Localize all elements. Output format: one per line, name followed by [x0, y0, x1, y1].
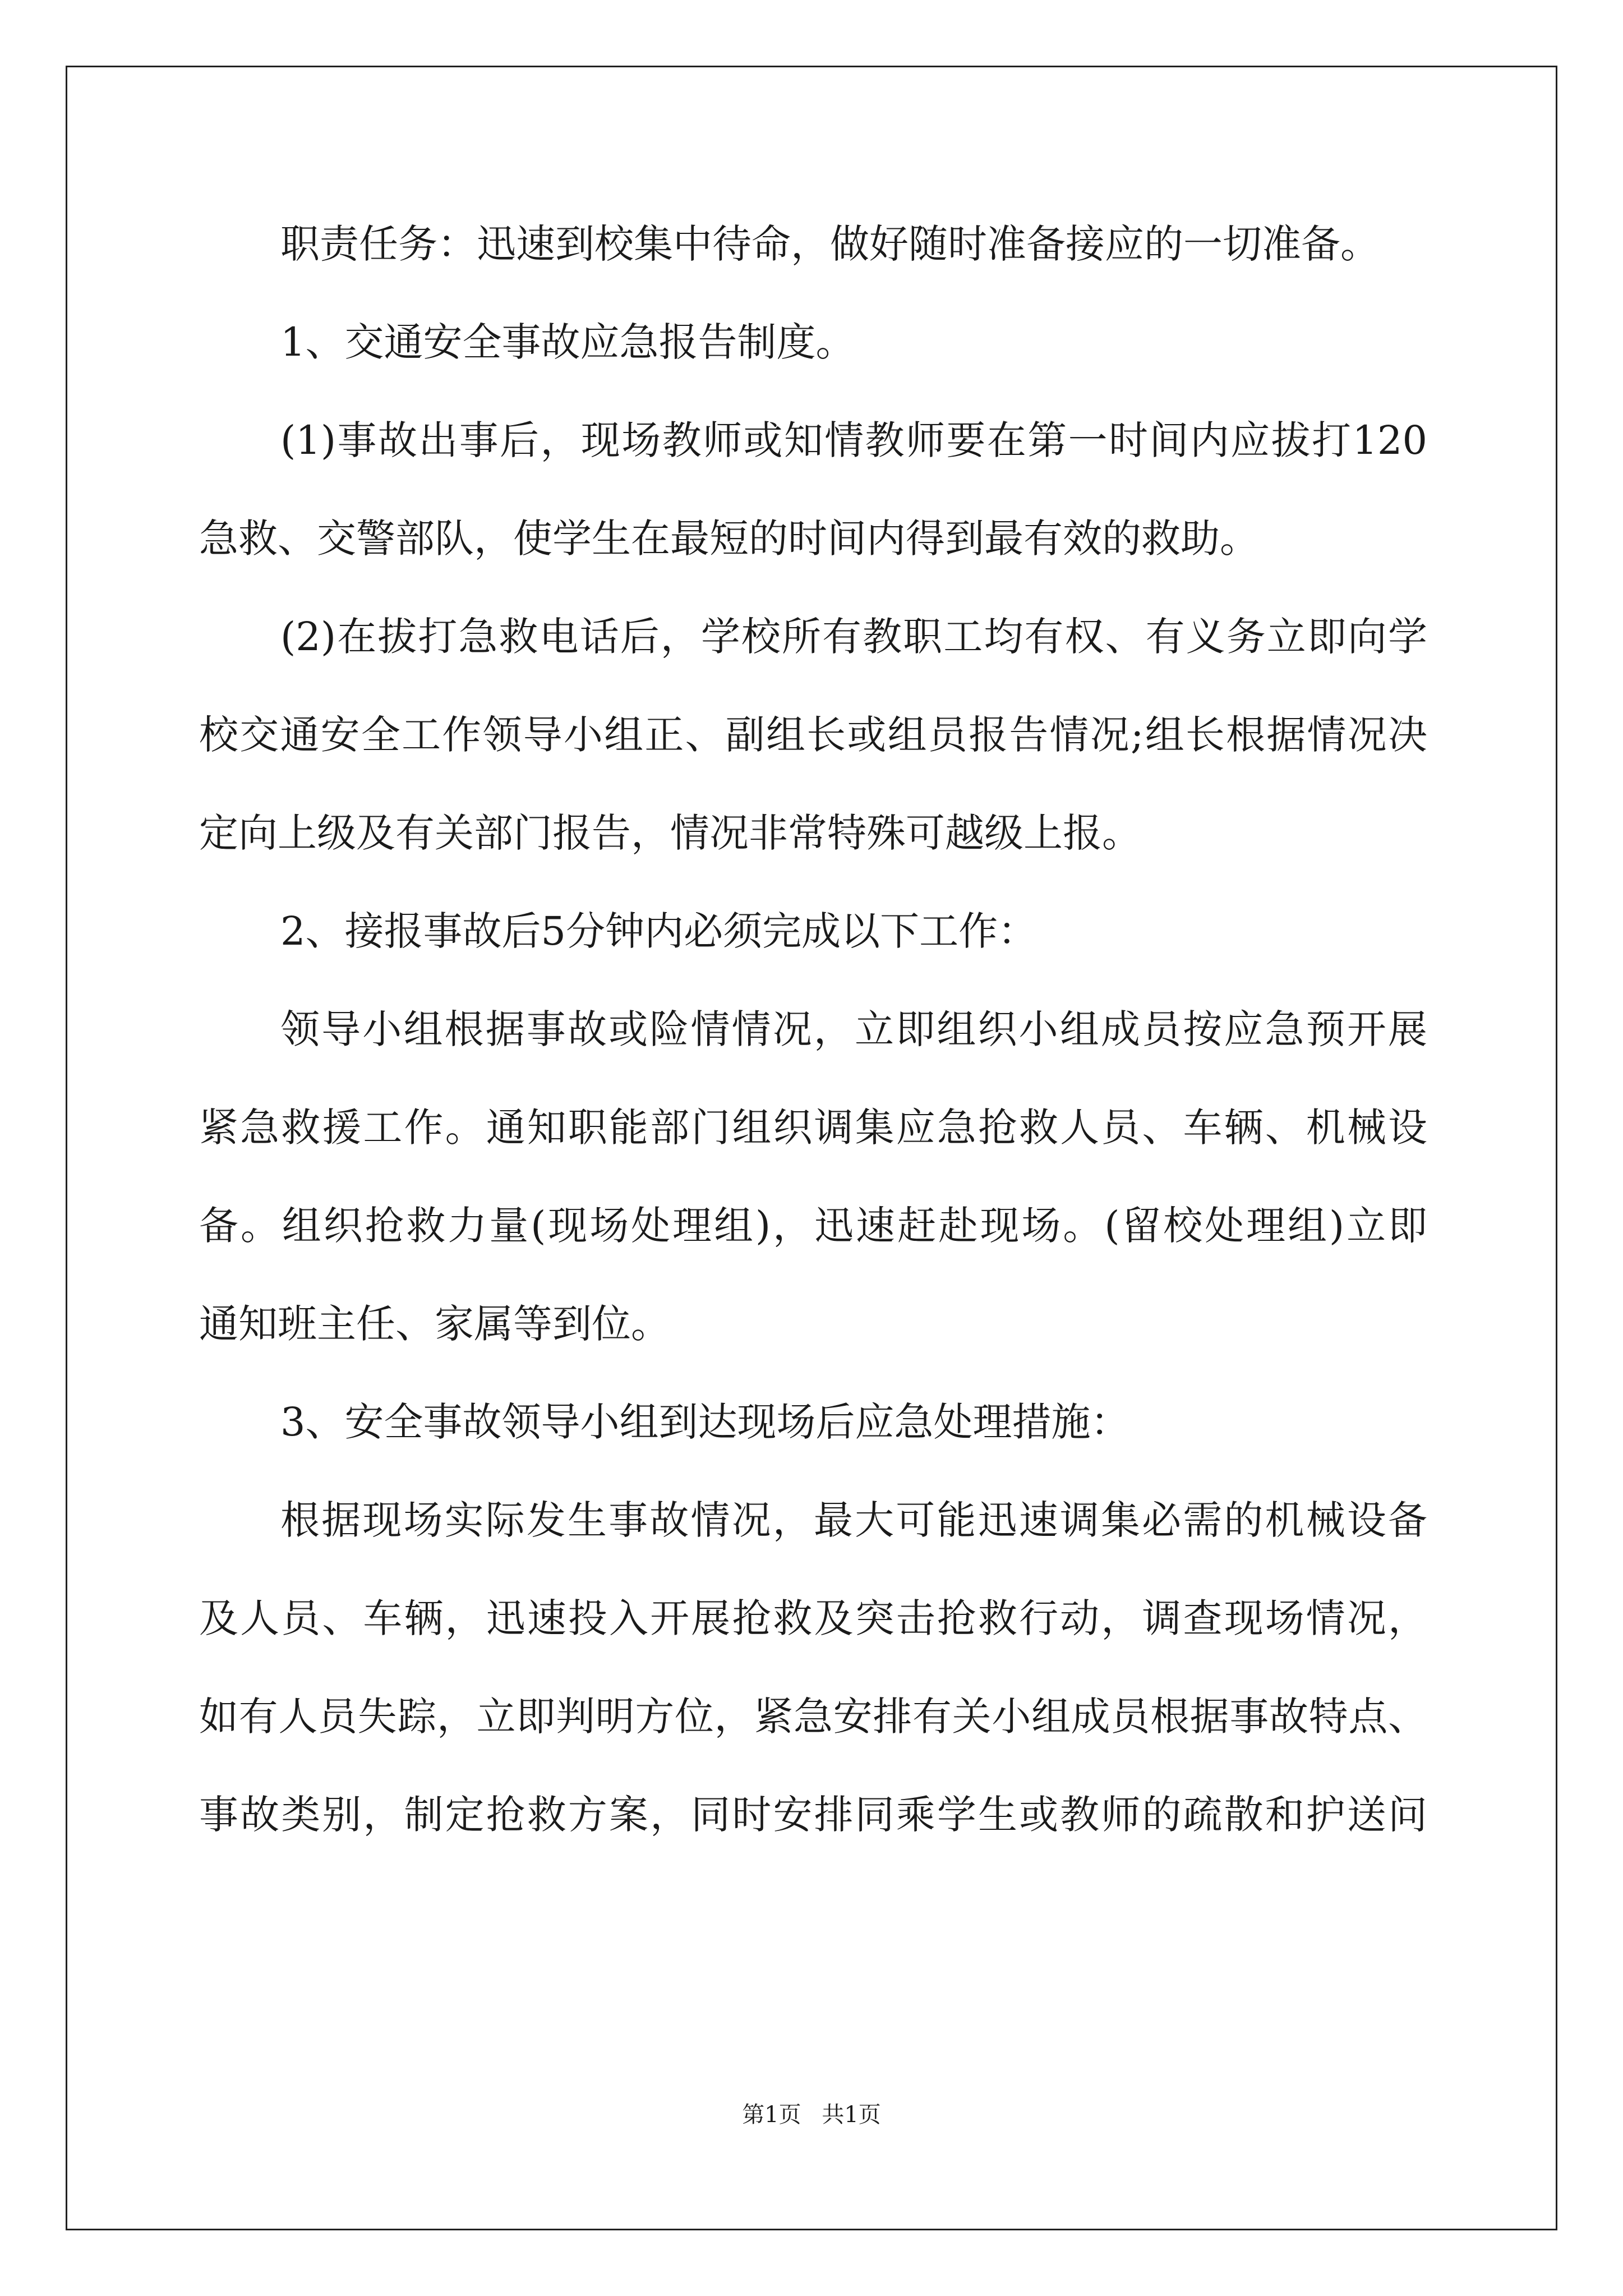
- paragraph-line: 3、安全事故领导小组到达现场后应急处理措施：: [280, 1399, 1130, 1445]
- page-footer: [0, 2098, 1623, 2132]
- paragraph-line: (2)在拔打急救电话后，学校所有教职工均有权、有义务立即向学: [280, 614, 1427, 660]
- paragraph-line: 2、接报事故后5分钟内必须完成以下工作：: [280, 908, 1038, 954]
- paragraph-line: 1、交通安全事故应急报告制度。: [280, 319, 855, 365]
- paragraph-line: 如有人员失踪，立即判明方位，紧急安排有关小组成员根据事故特点、: [199, 1694, 1427, 1740]
- paragraph-line: 急救、交警部队，使学生在最短的时间内得到最有效的救助。: [199, 516, 1259, 562]
- paragraph-line: 事故类别，制定抢救方案，同时安排同乘学生或教师的疏散和护送问: [199, 1792, 1427, 1838]
- paragraph-line: 备。组织抢救力量(现场处理组)，迅速赶赴现场。(留校处理组)立即: [199, 1203, 1427, 1249]
- paragraph-line: 紧急救援工作。通知职能部门组织调集应急抢救人员、车辆、机械设: [199, 1105, 1427, 1151]
- page-number: 第1页: [742, 2102, 801, 2128]
- page-total: 共1页: [822, 2102, 881, 2128]
- paragraph-line: (1)事故出事后，现场教师或知情教师要在第一时间内应拔打120: [280, 417, 1427, 463]
- paragraph-line: 职责任务：迅速到校集中待命，做好随时准备接应的一切准备。: [280, 221, 1380, 267]
- paragraph-line: 通知班主任、家属等到位。: [199, 1301, 670, 1347]
- paragraph-line: 及人员、车辆，迅速投入开展抢救及突击抢救行动，调查现场情况，: [199, 1595, 1427, 1641]
- paragraph-line: 定向上级及有关部门报告，情况非常特殊可越级上报。: [199, 810, 1141, 856]
- paragraph-line: 校交通安全工作领导小组正、副组长或组员报告情况;组长根据情况决: [199, 712, 1427, 758]
- paragraph-line: 领导小组根据事故或险情情况，立即组织小组成员按应急预开展: [280, 1006, 1427, 1052]
- paragraph-line: 根据现场实际发生事故情况，最大可能迅速调集必需的机械设备: [280, 1497, 1427, 1543]
